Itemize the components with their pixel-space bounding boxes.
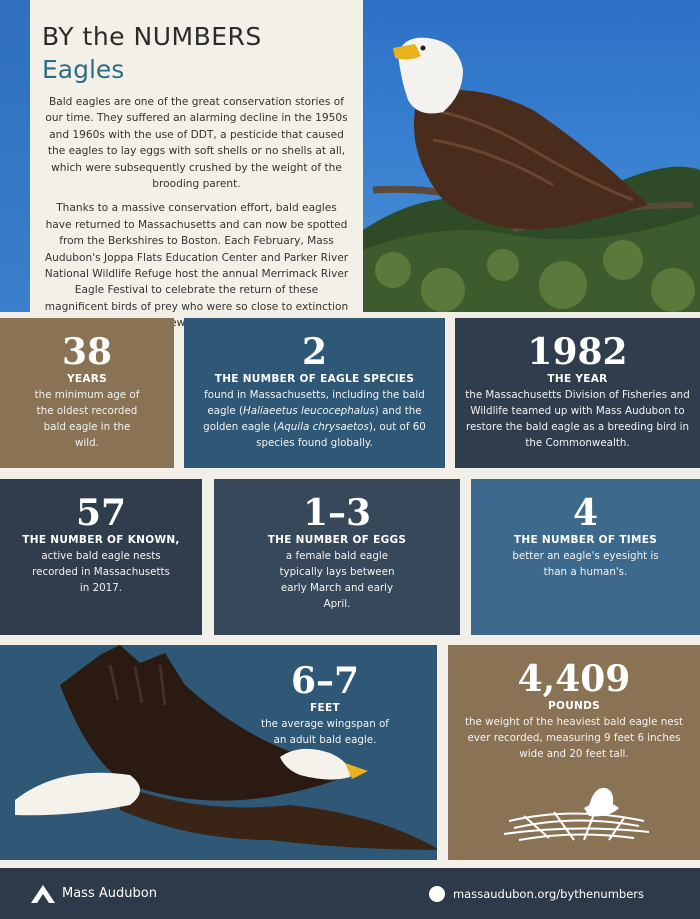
stat-box-1982: 1982 THE YEAR the Massachusetts Division of Fisheries and Wildlife teamed up with Mass Audubon to restore the bald eagle as a breeding bird in the Commonwealth. (455, 318, 700, 468)
stat-box-1-3-eggs: 1–3 THE NUMBER OF EGGS a female bald eagle typically lays between early March and early April. (214, 479, 460, 635)
header-sky-strip (0, 0, 30, 312)
page-title: BY the NUMBERS (42, 22, 262, 51)
stat-box-38-years: 38 YEARS the minimum age of the oldest recorded bald eagle in the wild. (0, 318, 174, 468)
wingspan-panel (0, 645, 437, 860)
species-description: found in Massachusetts, including the bald eagle (Haliaeetus leucocephalus) and the golden eagle (Aquila chrysaetos), out of 60 species found globally. (203, 389, 426, 449)
stat-box-57-nests: 57 THE NUMBER OF KNOWN, active bald eagle nests recorded in Massachusetts in 2017. (0, 479, 202, 635)
header-panel (30, 0, 363, 330)
nest-icon (494, 766, 654, 846)
footer (0, 868, 700, 919)
brand: Mass Audubon (30, 883, 157, 905)
stat-box-2-species: 2 THE NUMBER OF EAGLE SPECIES found in Massachusetts, including the bald eagle (Haliaeetus leucocephalus) and the golden eagle (Aquila chrysaetos), out of 60 species found globally. (184, 318, 445, 468)
stat-6-7-feet: 6–7 FEET the average wingspan of an adult bald eagle. (261, 660, 389, 746)
stat-box-4409-pounds: 4,409 POUNDS the weight of the heaviest bald eagle nest ever recorded, measuring 9 feet 6 inches wide and 20 feet tall. (448, 645, 700, 860)
stat-box-4-eyesight: 4 THE NUMBER OF TIMES better an eagle's eyesight is than a human's. (471, 479, 700, 635)
perched-eagle-illustration (363, 0, 700, 312)
perched-eagle-photo (363, 0, 700, 312)
footer-website (429, 886, 644, 902)
website-link[interactable]: massaudubon.org/bythenumbers (452, 886, 644, 901)
audubon-badge-icon (429, 886, 445, 902)
intro-paragraph-1: Bald eagles are one of the great conservation stories of our time. They suffered an alarming decline in the 1950s and 1960s with the use of DDT, a pesticide that caused the eagles to lay eggs with soft shells or no shells at all, which were subsequently crushed by the weight of the brooding parent. (45, 96, 348, 191)
intro-paragraph-2: Thanks to a massive conservation effort, bald eagles have returned to Massachusetts and can now be spotted from the Berkshires to Boston. Each February, Mass Audubon's Joppa Flats Education Center and Parker River National Wildlife Refuge host the annual Merrimack River Eagle Festival to celebrate the return of these magnificent birds of prey who were so close to extinction few (44, 202, 349, 330)
mass-audubon-logo-icon (30, 883, 56, 905)
page-subtitle: Eagles (42, 55, 125, 84)
